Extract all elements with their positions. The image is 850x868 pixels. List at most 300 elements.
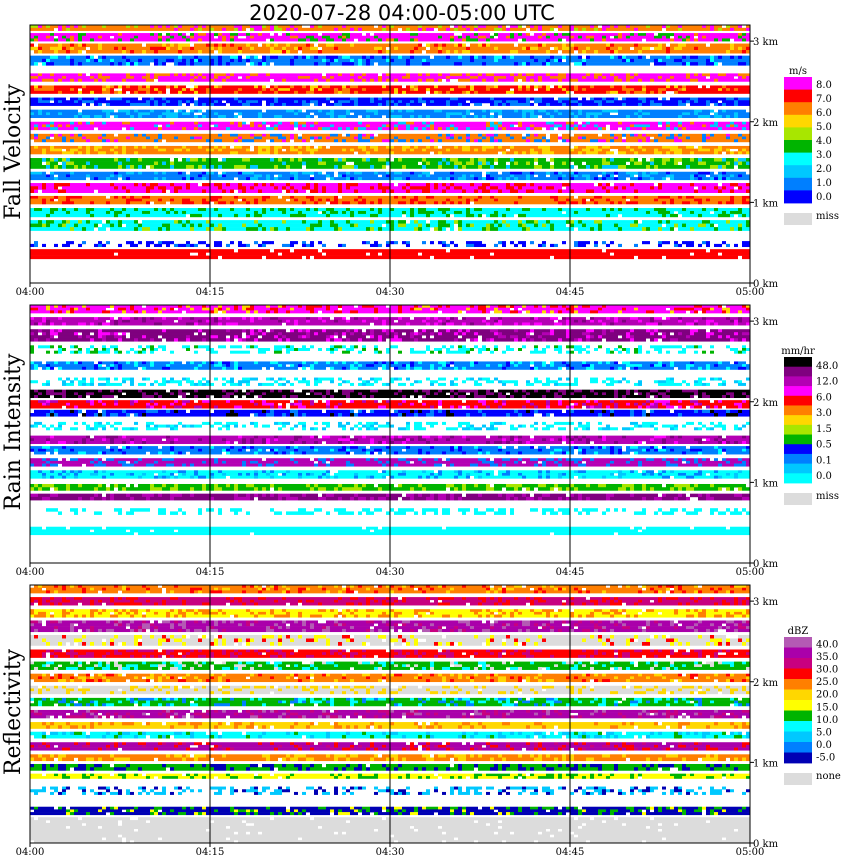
- data-cell: [274, 36, 278, 39]
- data-cell: [742, 28, 746, 31]
- data-cell: [654, 38, 658, 41]
- data-cell: [438, 47, 442, 51]
- data-cell: [506, 33, 510, 36]
- data-cell: [698, 44, 702, 48]
- data-cell: [202, 38, 206, 41]
- data-cell: [242, 33, 246, 36]
- data-cell: [106, 47, 110, 51]
- data-cell: [154, 38, 158, 41]
- data-cell: [742, 47, 746, 51]
- data-cell: [498, 28, 502, 31]
- data-cell: [610, 33, 614, 36]
- data-cell: [70, 44, 74, 48]
- data-cell: [670, 44, 674, 48]
- data-cell: [254, 33, 258, 36]
- data-cell: [286, 38, 290, 41]
- data-cell: [66, 44, 70, 48]
- data-cell: [522, 33, 526, 36]
- data-cell: [338, 28, 342, 31]
- data-cell: [550, 44, 554, 48]
- data-cell: [194, 47, 198, 51]
- data-cell: [662, 50, 666, 54]
- data-cell: [354, 33, 358, 36]
- data-cell: [134, 47, 138, 51]
- data-cell: [202, 28, 206, 31]
- data-cell: [438, 38, 442, 41]
- data-cell: [490, 38, 494, 41]
- data-cell: [246, 33, 250, 36]
- data-cell: [726, 44, 730, 48]
- data-cell: [262, 56, 266, 60]
- data-cell: [202, 56, 206, 60]
- data-cell: [62, 47, 66, 51]
- data-cell: [98, 56, 102, 60]
- data-cell: [78, 28, 82, 31]
- data-cell: [662, 38, 666, 41]
- data-cell: [270, 56, 274, 60]
- data-cell: [454, 47, 458, 51]
- data-cell: [130, 44, 134, 48]
- data-cell: [106, 50, 110, 54]
- data-cell: [498, 38, 502, 41]
- data-cell: [678, 47, 682, 51]
- data-cell: [606, 33, 610, 36]
- data-cell: [502, 50, 506, 54]
- data-cell: [362, 47, 366, 51]
- data-cell: [494, 44, 498, 48]
- data-cell: [110, 44, 114, 48]
- data-cell: [586, 38, 590, 41]
- data-cell: [398, 47, 402, 51]
- data-cell: [474, 33, 478, 36]
- data-cell: [690, 28, 694, 31]
- data-cell: [158, 47, 162, 51]
- data-cell: [710, 50, 714, 54]
- data-cell: [430, 36, 434, 39]
- data-cell: [282, 28, 286, 31]
- data-cell: [54, 33, 58, 36]
- data-cell: [698, 50, 702, 54]
- data-cell: [134, 38, 138, 41]
- data-cell: [214, 38, 218, 41]
- data-cell: [150, 38, 154, 41]
- data-cell: [262, 38, 266, 41]
- data-cell: [82, 33, 86, 36]
- data-cell: [134, 36, 138, 39]
- data-cell: [526, 36, 530, 39]
- data-cell: [142, 28, 146, 31]
- data-cell: [146, 56, 150, 60]
- data-cell: [58, 36, 62, 39]
- data-cell: [226, 47, 230, 51]
- data-cell: [38, 28, 42, 31]
- data-cell: [254, 47, 258, 51]
- data-cell: [70, 50, 74, 54]
- data-cell: [386, 44, 390, 48]
- data-cell: [126, 28, 130, 31]
- data-cell: [186, 38, 190, 41]
- data-cell: [178, 44, 182, 48]
- data-cell: [46, 38, 50, 41]
- data-cell: [306, 56, 310, 60]
- data-cell: [310, 56, 314, 60]
- data-cell: [234, 44, 238, 48]
- data-cell: [174, 28, 178, 31]
- data-cell: [670, 38, 674, 41]
- data-cell: [438, 28, 442, 31]
- data-cell: [694, 47, 698, 51]
- data-cell: [734, 47, 738, 51]
- data-cell: [614, 47, 618, 51]
- data-cell: [422, 38, 426, 41]
- data-cell: [578, 28, 582, 31]
- data-cell: [290, 36, 294, 39]
- data-cell: [554, 38, 558, 41]
- data-cell: [374, 44, 378, 48]
- data-cell: [114, 33, 118, 36]
- data-cell: [150, 47, 154, 51]
- data-cell: [350, 36, 354, 39]
- data-cell: [626, 47, 630, 51]
- data-cell: [286, 36, 290, 39]
- data-cell: [746, 50, 750, 54]
- data-cell: [430, 50, 434, 54]
- data-cell: [246, 50, 250, 54]
- data-cell: [158, 28, 162, 31]
- data-cell: [670, 50, 674, 54]
- data-cell: [570, 28, 574, 31]
- data-cell: [66, 50, 70, 54]
- data-cell: [638, 33, 642, 36]
- data-cell: [594, 33, 598, 36]
- data-cell: [174, 50, 178, 54]
- data-cell: [682, 47, 686, 51]
- data-cell: [218, 50, 222, 54]
- data-cell: [58, 28, 62, 31]
- data-cell: [534, 50, 538, 54]
- data-cell: [714, 33, 718, 36]
- data-cell: [434, 33, 438, 36]
- data-cell: [726, 28, 730, 31]
- data-cell: [478, 47, 482, 51]
- data-cell: [602, 33, 606, 36]
- data-cell: [222, 44, 226, 48]
- data-cell: [270, 28, 274, 31]
- data-cell: [42, 33, 46, 36]
- data-cell: [242, 47, 246, 51]
- data-cell: [542, 50, 546, 54]
- data-cell: [178, 28, 182, 31]
- data-cell: [590, 28, 594, 31]
- data-cell: [602, 47, 606, 51]
- data-cell: [690, 36, 694, 39]
- data-cell: [294, 56, 298, 60]
- data-cell: [610, 50, 614, 54]
- data-cell: [30, 44, 34, 48]
- data-cell: [174, 33, 178, 36]
- data-cell: [618, 28, 622, 31]
- data-cell: [530, 44, 534, 48]
- data-cell: [306, 38, 310, 41]
- data-cell: [562, 47, 566, 51]
- data-cell: [410, 38, 414, 41]
- data-cell: [334, 47, 338, 51]
- data-cell: [70, 47, 74, 51]
- data-cell: [670, 33, 674, 36]
- data-cell: [562, 50, 566, 54]
- data-cell: [62, 50, 66, 54]
- data-cell: [158, 44, 162, 48]
- data-cell: [174, 38, 178, 41]
- data-cell: [642, 44, 646, 48]
- data-cell: [106, 38, 110, 41]
- data-cell: [222, 56, 226, 60]
- data-cell: [50, 38, 54, 41]
- data-cell: [166, 33, 170, 36]
- data-cell: [74, 50, 78, 54]
- data-cell: [138, 47, 142, 51]
- data-cell: [674, 50, 678, 54]
- data-cell: [366, 47, 370, 51]
- data-cell: [302, 44, 306, 48]
- data-cell: [386, 28, 390, 31]
- data-cell: [178, 47, 182, 51]
- data-cell: [178, 33, 182, 36]
- data-cell: [682, 44, 686, 48]
- data-cell: [38, 44, 42, 48]
- data-cell: [266, 47, 270, 51]
- data-cell: [354, 50, 358, 54]
- data-cell: [210, 33, 214, 36]
- data-cell: [710, 36, 714, 39]
- data-cell: [406, 36, 410, 39]
- data-cell: [58, 38, 62, 41]
- data-cell: [686, 33, 690, 36]
- data-cell: [334, 38, 338, 41]
- data-cell: [598, 36, 602, 39]
- data-cell: [218, 47, 222, 51]
- data-cell: [714, 50, 718, 54]
- data-cell: [310, 44, 314, 48]
- data-cell: [634, 47, 638, 51]
- data-cell: [34, 33, 38, 36]
- data-cell: [434, 44, 438, 48]
- data-cell: [238, 33, 242, 36]
- data-cell: [338, 50, 342, 54]
- data-cell: [482, 28, 486, 31]
- data-cell: [98, 47, 102, 51]
- data-cell: [110, 56, 114, 60]
- data-cell: [462, 47, 466, 51]
- data-cell: [378, 33, 382, 36]
- data-cell: [130, 50, 134, 54]
- data-cell: [70, 28, 74, 31]
- data-cell: [590, 38, 594, 41]
- data-cell: [678, 36, 682, 39]
- data-cell: [738, 28, 742, 31]
- data-cell: [602, 36, 606, 39]
- data-cell: [698, 36, 702, 39]
- data-cell: [478, 44, 482, 48]
- data-cell: [286, 50, 290, 54]
- data-cell: [46, 28, 50, 31]
- data-cell: [406, 50, 410, 54]
- data-cell: [42, 44, 46, 48]
- data-cell: [542, 33, 546, 36]
- data-cell: [570, 33, 574, 36]
- data-cell: [222, 50, 226, 54]
- data-cell: [102, 36, 106, 39]
- data-cell: [598, 28, 602, 31]
- data-cell: [366, 33, 370, 36]
- data-cell: [650, 36, 654, 39]
- data-cell: [522, 28, 526, 31]
- data-cell: [510, 33, 514, 36]
- data-cell: [306, 28, 310, 31]
- data-cell: [558, 38, 562, 41]
- data-cell: [374, 56, 378, 60]
- data-cell: [190, 33, 194, 36]
- data-cell: [438, 33, 442, 36]
- data-cell: [394, 38, 398, 41]
- data-cell: [586, 47, 590, 51]
- data-cell: [630, 50, 634, 54]
- data-cell: [462, 44, 466, 48]
- data-cell: [258, 50, 262, 54]
- data-cell: [30, 33, 34, 36]
- data-cell: [282, 56, 286, 60]
- data-cell: [682, 33, 686, 36]
- data-cell: [546, 44, 550, 48]
- data-cell: [534, 47, 538, 51]
- data-cell: [710, 33, 714, 36]
- data-cell: [346, 28, 350, 31]
- data-cell: [170, 33, 174, 36]
- data-cell: [470, 33, 474, 36]
- data-cell: [506, 36, 510, 39]
- data-cell: [394, 36, 398, 39]
- data-cell: [602, 38, 606, 41]
- data-cell: [398, 50, 402, 54]
- data-cell: [570, 50, 574, 54]
- data-cell: [358, 36, 362, 39]
- data-cell: [514, 47, 518, 51]
- data-cell: [54, 56, 58, 60]
- data-cell: [106, 56, 110, 60]
- data-cell: [362, 56, 366, 60]
- data-cell: [442, 44, 446, 48]
- data-cell: [434, 47, 438, 51]
- data-cell: [242, 44, 246, 48]
- data-cell: [42, 36, 46, 39]
- data-cell: [346, 56, 350, 60]
- data-cell: [746, 44, 750, 48]
- data-cell: [330, 33, 334, 36]
- data-cell: [418, 33, 422, 36]
- data-cell: [618, 44, 622, 48]
- data-cell: [650, 50, 654, 54]
- data-cell: [626, 44, 630, 48]
- data-cell: [46, 47, 50, 51]
- data-cell: [322, 33, 326, 36]
- data-cell: [638, 44, 642, 48]
- data-cell: [66, 28, 70, 31]
- data-cell: [710, 28, 714, 31]
- data-cell: [34, 28, 38, 31]
- data-cell: [330, 44, 334, 48]
- data-cell: [42, 56, 46, 60]
- data-cell: [238, 47, 242, 51]
- data-cell: [314, 50, 318, 54]
- data-cell: [74, 47, 78, 51]
- data-cell: [274, 50, 278, 54]
- data-cell: [418, 50, 422, 54]
- data-cell: [686, 44, 690, 48]
- data-cell: [314, 56, 318, 60]
- data-cell: [102, 33, 106, 36]
- data-cell: [310, 33, 314, 36]
- chart-title: 2020-07-28 04:00-05:00 UTC: [249, 1, 555, 25]
- data-cell: [122, 56, 126, 60]
- data-cell: [742, 50, 746, 54]
- data-cell: [322, 36, 326, 39]
- data-cell: [558, 44, 562, 48]
- data-cell: [298, 36, 302, 39]
- data-cell: [678, 28, 682, 31]
- data-cell: [194, 56, 198, 60]
- data-cell: [278, 38, 282, 41]
- data-cell: [686, 38, 690, 41]
- data-cell: [562, 44, 566, 48]
- data-cell: [722, 36, 726, 39]
- data-cell: [262, 36, 266, 39]
- data-cell: [426, 33, 430, 36]
- data-cell: [454, 50, 458, 54]
- data-cell: [194, 33, 198, 36]
- data-cell: [394, 44, 398, 48]
- data-cell: [570, 38, 574, 41]
- data-cell: [350, 56, 354, 60]
- data-cell: [146, 44, 150, 48]
- data-cell: [334, 36, 338, 39]
- data-cell: [730, 47, 734, 51]
- data-cell: [686, 47, 690, 51]
- data-cell: [302, 38, 306, 41]
- data-cell: [134, 44, 138, 48]
- data-cell: [42, 47, 46, 51]
- data-cell: [178, 56, 182, 60]
- data-cell: [298, 56, 302, 60]
- data-cell: [110, 33, 114, 36]
- data-cell: [294, 28, 298, 31]
- data-cell: [642, 36, 646, 39]
- data-cell: [450, 28, 454, 31]
- data-cell: [514, 36, 518, 39]
- data-cell: [210, 44, 214, 48]
- data-cell: [538, 33, 542, 36]
- data-cell: [586, 36, 590, 39]
- data-cell: [710, 38, 714, 41]
- data-cell: [338, 33, 342, 36]
- data-cell: [310, 28, 314, 31]
- data-cell: [102, 56, 106, 60]
- data-cell: [414, 47, 418, 51]
- data-cell: [738, 47, 742, 51]
- data-cell: [590, 50, 594, 54]
- data-cell: [390, 50, 394, 54]
- data-cell: [314, 28, 318, 31]
- data-cell: [554, 44, 558, 48]
